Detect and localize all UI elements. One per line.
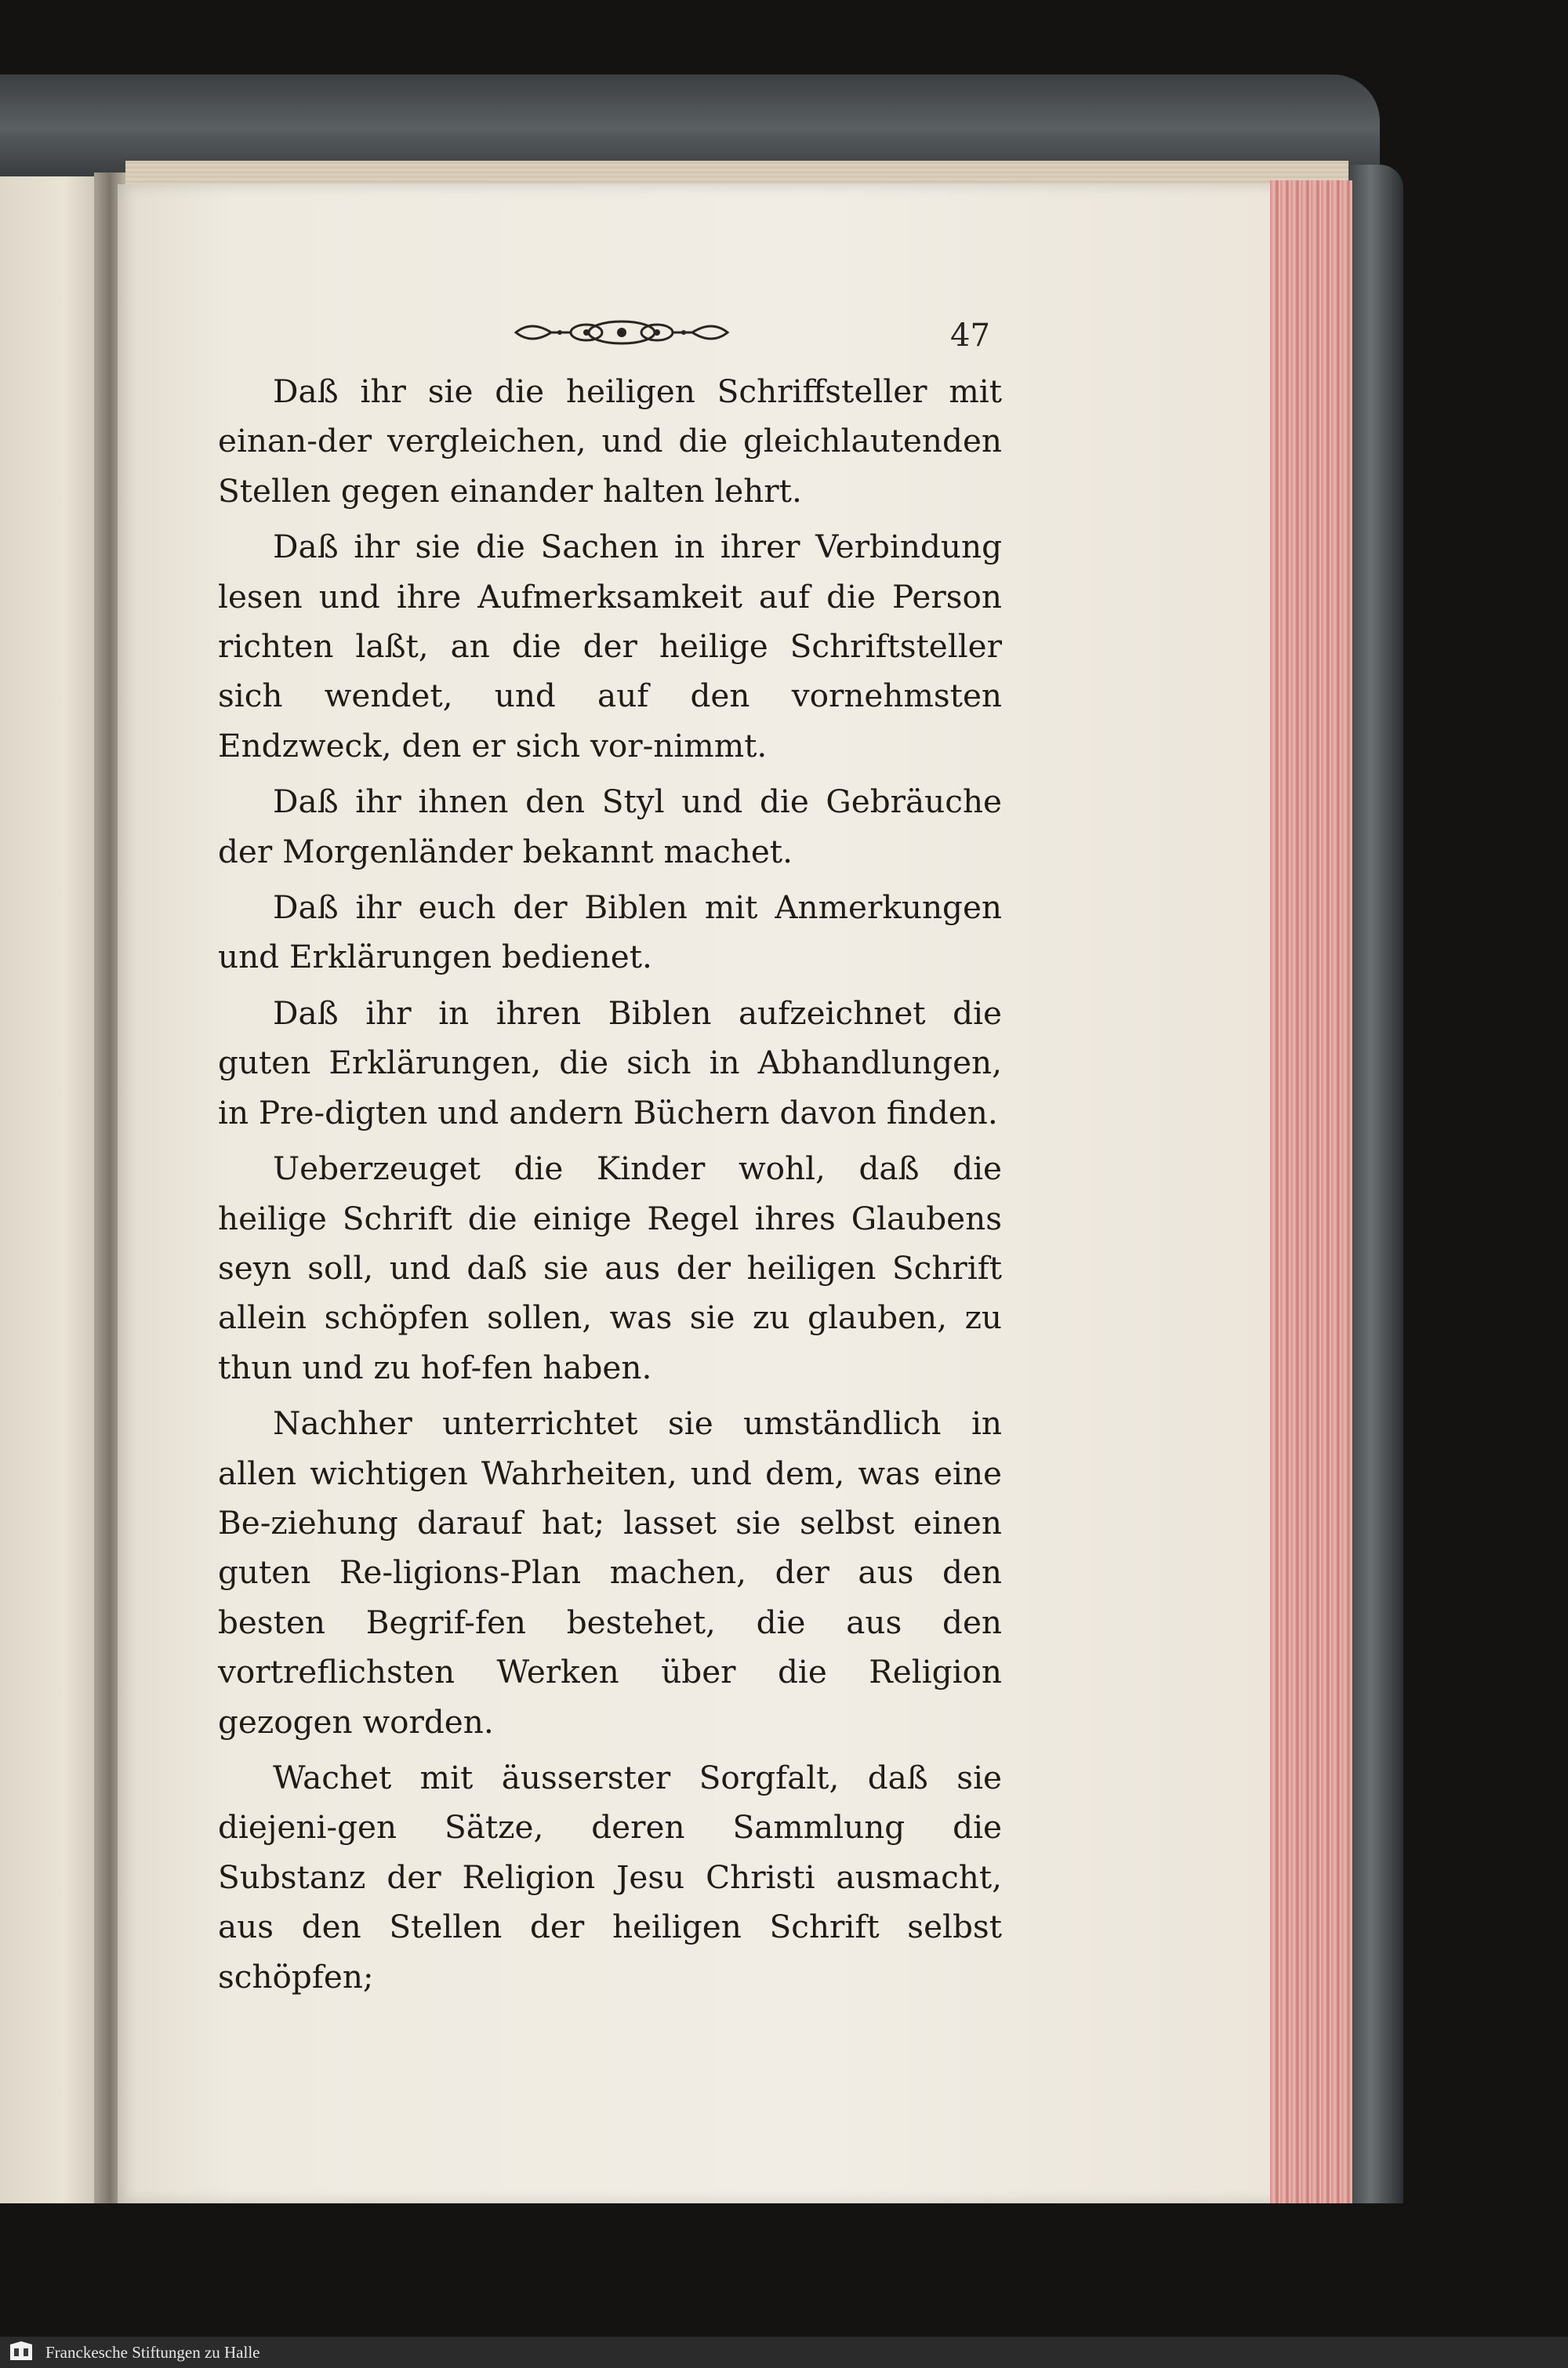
body-text — [218, 367, 1002, 2002]
paragraph: Daß ihr ihnen den Styl und die Gebräuche der Morgenländer bekannt machet. — [218, 783, 1002, 870]
paragraph: Daß ihr euch der Biblen mit Anmerkungen und Erklärungen bedienet. — [218, 888, 1002, 976]
paragraph: Daß ihr sie die Sachen in ihrer Verbindung lesen und ihre Aufmerksamkeit auf die Person richten laßt, an die der heilige Schriftsteller sich wendet, und auf den vornehmsten Endzweck, den er sich vor-nimmt. — [218, 528, 1002, 765]
background-shadow — [0, 2203, 1568, 2337]
paragraph: Wachet mit äusserster Sorgfalt, daß sie diejeni-gen Sätze, deren Sammlung die Substanz der Religion Jesu Christi ausmacht, aus den Stellen der heiligen Schrift selbst schöpfen; — [218, 1758, 1002, 1996]
paragraph: Daß ihr in ihren Biblen aufzeichnet die guten Erklärungen, die sich in Abhandlungen, in Pre-digten und andern Büchern davon finden. — [218, 993, 1002, 1131]
paragraph: Daß ihr sie die heiligen Schriffsteller mit einan-der vergleichen, und die gleichlautenden Stellen gegen einander halten lehrt. — [218, 372, 1002, 510]
institution-logo-icon — [8, 2341, 34, 2363]
red-page-edges — [1270, 180, 1352, 2203]
footer-institution-name: Franckesche Stiftungen zu Halle — [45, 2343, 260, 2362]
header-ornament-icon — [508, 312, 735, 353]
paragraph: Nachher unterrichtet sie umständlich in allen wichtigen Wahrheiten, und dem, was eine Be-ziehung darauf hat; lasset sie selbst einen guten Re-ligions-Plan machen, der aus den besten Begrif-fen bestehet, die aus den vortreflichsten Werken über die Religion gezogen worden. — [218, 1404, 1002, 1741]
book-cover-right — [1348, 165, 1403, 2235]
paragraph: Ueberzeuget die Kinder wohl, daß die heilige Schrift die einige Regel ihres Glaubens seyn soll, und daß sie aus der heiligen Schrift allein schöpfen sollen, was sie zu glauben, zu thun und zu hof-fen haben. — [218, 1149, 1002, 1386]
left-page-edge — [0, 176, 106, 2203]
footer-bar — [0, 2337, 1568, 2368]
page-number: 47 — [950, 318, 990, 354]
